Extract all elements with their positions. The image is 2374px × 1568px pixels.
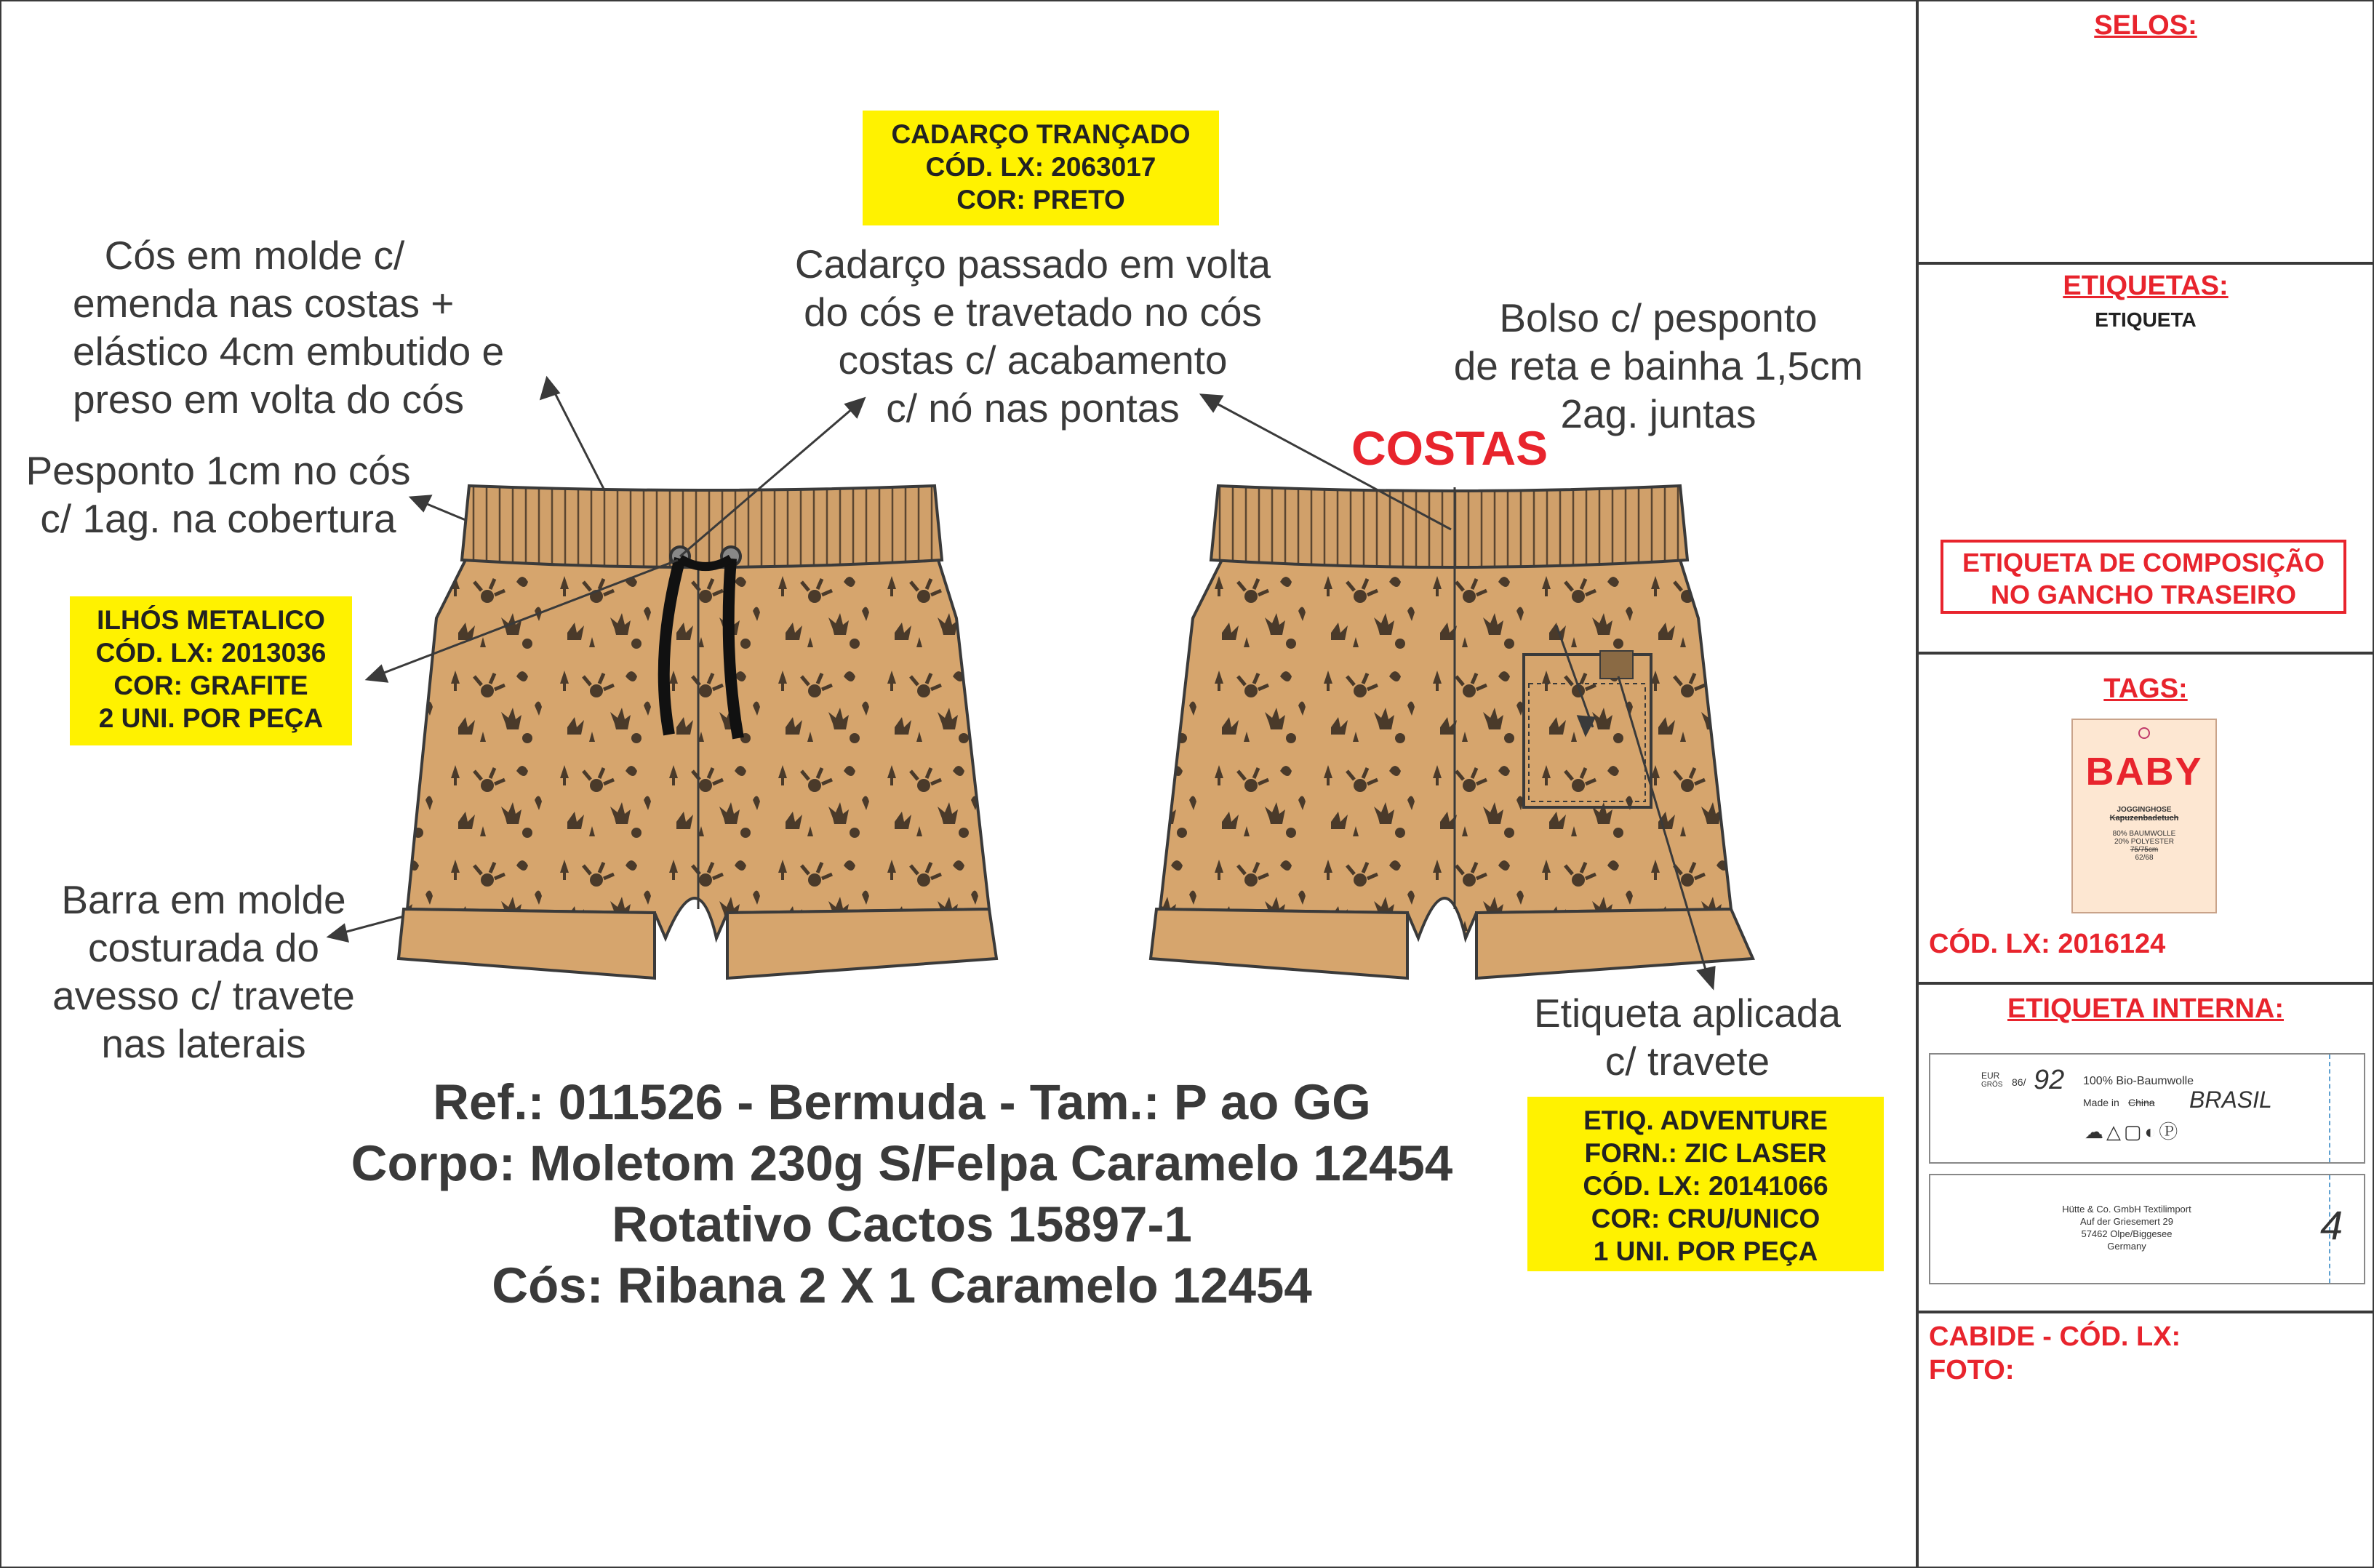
etiquetas-heading: ETIQUETAS:	[2063, 271, 2229, 301]
tag-line3: 80% BAUMWOLLE	[2112, 830, 2176, 838]
title-rotativo: Rotativo Cactos 15897-1	[612, 1196, 1192, 1252]
etiqueta-text: ETIQUETA	[2095, 308, 2197, 331]
tag-line2: Kapuzenbadetuch	[2109, 814, 2179, 823]
label-fold-line	[2329, 1055, 2330, 1162]
box-ilhos: ILHÓS METALICO CÓD. LX: 2013036 COR: GRAFITE 2 UNI. POR PEÇA	[70, 596, 352, 745]
front-view	[399, 486, 996, 978]
tag-cod: CÓD. LX: 2016124	[1929, 929, 2166, 959]
box-etiq-adventure: ETIQ. ADVENTURE FORN.: ZIC LASER CÓD. LX: 20141066 COR: CRU/UNICO 1 UNI. POR PEÇA	[1527, 1097, 1884, 1271]
hang-tag	[2071, 719, 2217, 913]
box-cadarco-trancado: CADARÇO TRANÇADO CÓD. LX: 2063017 COR: PRETO	[863, 111, 1219, 225]
back-view	[1151, 486, 1753, 978]
label-number: 4	[2320, 1202, 2343, 1248]
note-cos-molde: Cós em molde c/ emenda nas costas + elástico 4cm embutido e preso em volta do cós	[73, 233, 505, 422]
title-corpo: Corpo: Moletom 230g S/Felpa Caramelo 12454	[351, 1135, 1453, 1191]
label-made-in: Made in	[2083, 1097, 2119, 1108]
note-cadarco: Cadarço passado em volta do cós e travetado no cós costas c/ acabamento c/ nó nas pontas	[794, 241, 1271, 431]
label-grs: GRÖS	[1981, 1081, 2003, 1089]
care-symbols-icon: ☁△▢◐Ⓟ	[2085, 1121, 2181, 1143]
tag-line5: 75/75cm	[2130, 846, 2159, 854]
note-pesponto: Pesponto 1cm no cós c/ 1ag. na cobertura	[25, 448, 411, 541]
label-size-small: 86/	[2012, 1076, 2026, 1088]
tag-line1: JOGGINGHOSE	[2117, 806, 2172, 814]
note-barra: Barra em molde costurada do avesso c/ travete nas laterais	[52, 877, 355, 1066]
label-fabric: 100% Bio-Baumwolle	[2083, 1075, 2194, 1087]
tags-heading: TAGS:	[2103, 673, 2188, 704]
etiqueta-interna-heading: ETIQUETA INTERNA:	[2007, 993, 2284, 1024]
tag-hole-icon	[2138, 727, 2150, 739]
costas-label: COSTAS	[1351, 421, 1548, 475]
label-address: Hütte & Co. GmbH Textilimport Auf der Griesemert 29 57462 Olpe/Biggesee Germany	[2062, 1204, 2191, 1252]
note-bolso: Bolso c/ pesponto de reta e bainha 1,5cm 2ag. juntas	[1453, 295, 1863, 436]
label-eur: EUR	[1981, 1071, 2000, 1081]
internal-label-2	[1929, 1174, 2365, 1284]
tag-brand: BABY	[2085, 750, 2203, 793]
label-country: BRASIL	[2189, 1087, 2272, 1113]
label-made-in-struck: China	[2128, 1097, 2155, 1108]
cabide-label: CABIDE - CÓD. LX:	[1929, 1321, 2181, 1352]
tag-line4: 20% POLYESTER	[2114, 838, 2175, 846]
selos-heading: SELOS:	[2094, 10, 2197, 41]
label-size-big: 92	[2034, 1065, 2065, 1095]
note-etiqueta-aplicada: Etiqueta aplicada c/ travete	[1534, 991, 1841, 1084]
title-ref: Ref.: 011526 - Bermuda - Tam.: P ao GG	[433, 1074, 1371, 1130]
foto-label: FOTO:	[1929, 1355, 2015, 1385]
tag-line6: 62/68	[2135, 854, 2154, 862]
composicao-box: ETIQUETA DE COMPOSIÇÃO NO GANCHO TRASEIRO	[1941, 540, 2346, 614]
title-cos: Cós: Ribana 2 X 1 Caramelo 12454	[492, 1257, 1312, 1313]
internal-label-1	[1929, 1053, 2365, 1164]
